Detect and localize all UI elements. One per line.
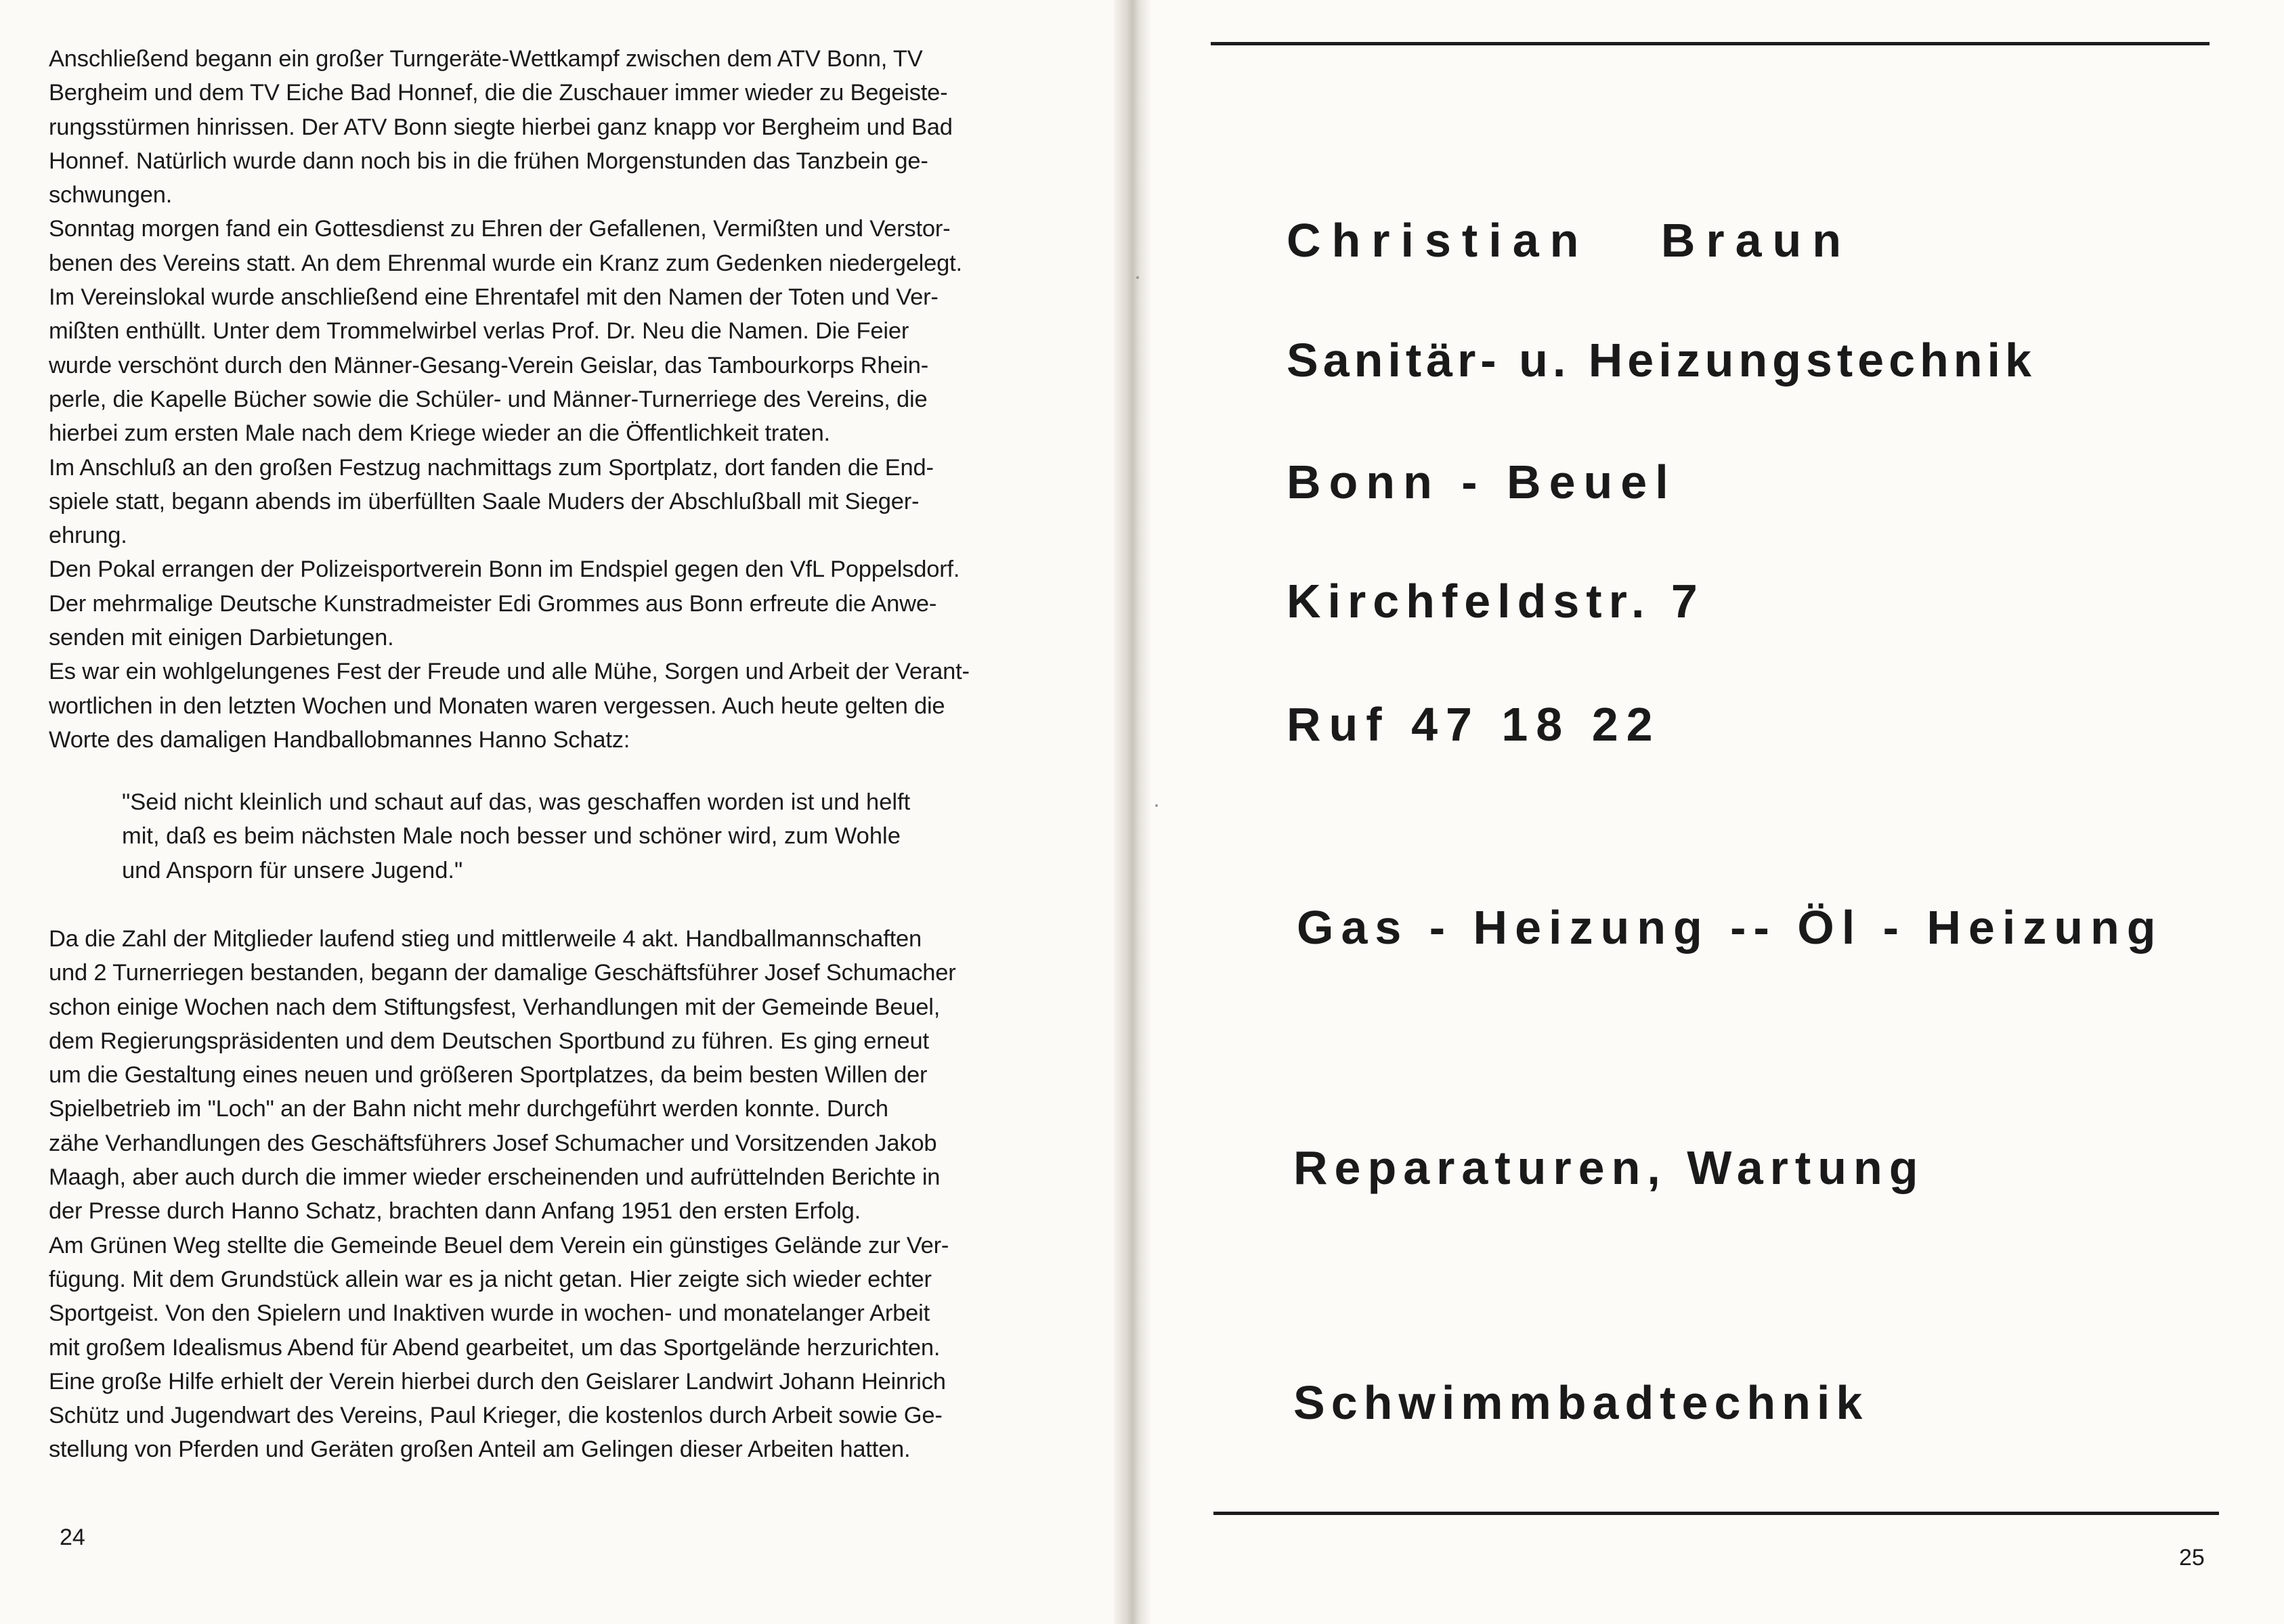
block-quote [122,785,1070,887]
quote-line: mit, daß es beim nächsten Male noch besser und schöner wird, zum Wohle [122,823,901,850]
text-line: wortlichen in den letzten Wochen und Monaten waren vergessen. Auch heute gelten die [49,693,945,719]
text-line: der Presse durch Hanno Schatz, brachten dann Anfang 1951 den ersten Erfolg. [49,1198,861,1225]
book-gutter [1114,0,1151,1624]
text-line: schon einige Wochen nach dem Stiftungsfest, Verhandlungen mit der Gemeinde Beuel, [49,994,941,1020]
advertiser-city: Bonn - Beuel [1287,456,1677,508]
paragraph-festival [49,42,1078,757]
text-line: dem Regierungspräsidenten und dem Deutschen Sportbund zu führen. Es ging erneut [49,1028,929,1054]
advertiser-street: Kirchfeldstr. 7 [1287,575,1704,628]
text-line: schwungen. [49,182,173,209]
quote-line: "Seid nicht kleinlich und schaut auf das, was geschaffen worden ist und helft [122,789,911,815]
text-line: zähe Verhandlungen des Geschäftsführers Josef Schumacher und Vorsitzenden Jakob [49,1130,937,1156]
text-line: senden mit einigen Darbietungen. [49,625,394,651]
service-repair: Reparaturen, Wartung [1293,1141,1925,1194]
bottom-rule [1213,1512,2219,1515]
text-line: Spielbetrieb im "Loch" an der Bahn nicht mehr durchgeführt werden konnte. Durch [49,1096,888,1122]
text-line: Sonntag morgen fand ein Gottesdienst zu Ehren der Gefallenen, Vermißten und Verstor- [49,216,951,242]
text-line: spiele statt, begann abends im überfüllten Saale Muders der Abschlußball mit Sieger- [49,488,920,514]
page-number-left: 24 [60,1524,85,1550]
paragraph-sportplatz [49,922,1078,1467]
text-line: Es war ein wohlgelungenes Fest der Freude und alle Mühe, Sorgen und Arbeit der Verant- [49,659,970,685]
text-line: rungsstürmen hinrissen. Der ATV Bonn siegte hierbei ganz knapp vor Bergheim und Bad [49,114,953,140]
service-pool: Schwimmbadtechnik [1293,1376,1869,1429]
text-line: Worte des damaligen Handballobmannes Hanno Schatz: [49,726,630,753]
text-line: Maagh, aber auch durch die immer wieder erscheinenden und aufrüttelnden Berichte in [49,1164,941,1191]
paper-speck [1155,804,1158,807]
text-line: Schütz und Jugendwart des Vereins, Paul Krieger, die kostenlos durch Arbeit sowie Ge- [49,1403,943,1429]
text-line: Sportgeist. Von den Spielern und Inaktiven wurde in wochen- und monatelanger Arbeit [49,1300,930,1327]
text-line: Da die Zahl der Mitglieder laufend stieg und mittlerweile 4 akt. Handballmannschaften [49,926,922,952]
text-line: wurde verschönt durch den Männer-Gesang-Verein Geislar, das Tambourkorps Rhein- [49,352,929,378]
page-number-right: 25 [2179,1545,2205,1571]
service-heating: Gas - Heizung -- Öl - Heizung [1297,901,2163,954]
advertiser-phone: Ruf 47 18 22 [1287,698,1661,751]
text-line: Den Pokal errangen der Polizeisportverein Bonn im Endspiel gegen den VfL Poppelsdorf. [49,556,960,583]
text-line: stellung von Pferden und Geräten großen Anteil am Gelingen dieser Arbeiten hatten. [49,1436,911,1463]
text-line: mißten enthüllt. Unter dem Trommelwirbel verlas Prof. Dr. Neu die Namen. Die Feier [49,318,909,345]
text-line: Im Anschluß an den großen Festzug nachmittags zum Sportplatz, dort fanden die End- [49,454,934,481]
text-line: Bergheim und dem TV Eiche Bad Honnef, die die Zuschauer immer wieder zu Begeiste- [49,80,948,106]
text-line: Am Grünen Weg stellte die Gemeinde Beuel dem Verein ein günstiges Gelände zur Ver- [49,1232,949,1258]
text-line: um die Gestaltung eines neuen und größeren Sportplatzes, da beim besten Willen der [49,1062,928,1089]
text-line: Der mehrmalige Deutsche Kunstradmeister Edi Grommes aus Bonn erfreute die Anwe- [49,590,937,617]
text-line: Anschließend begann ein großer Turngeräte-Wettkampf zwischen dem ATV Bonn, TV [49,46,923,72]
left-page [0,0,1114,1624]
top-rule [1211,42,2210,45]
paper-speck [1136,276,1139,279]
text-line: ehrung. [49,523,127,549]
text-line: Im Vereinslokal wurde anschließend eine Ehrentafel mit den Namen der Toten und Ver- [49,284,939,311]
advertiser-name: Christian Braun [1287,214,1853,267]
text-line: Eine große Hilfe erhielt der Verein hierbei durch den Geislarer Landwirt Johann Heinrich [49,1368,946,1395]
text-line: fügung. Mit dem Grundstück allein war es ja nicht getan. Hier zeigte sich wieder echter [49,1266,932,1292]
advertiser-trade: Sanitär- u. Heizungstechnik [1287,334,2036,387]
text-line: benen des Vereins statt. An dem Ehrenmal wurde ein Kranz zum Gedenken niedergelegt. [49,250,962,276]
text-line: perle, die Kapelle Bücher sowie die Schüler- und Männer-Turnerriege des Vereins, die [49,386,928,412]
text-line: mit großem Idealismus Abend für Abend gearbeitet, um das Sportgelände herzurichten. [49,1334,941,1361]
text-line: hierbei zum ersten Male nach dem Kriege wieder an die Öffentlichkeit traten. [49,420,830,447]
quote-line: und Ansporn für unsere Jugend." [122,857,463,883]
text-line: und 2 Turnerriegen bestanden, begann der damalige Geschäftsführer Josef Schumacher [49,960,956,986]
text-line: Honnef. Natürlich wurde dann noch bis in die frühen Morgenstunden das Tanzbein ge- [49,148,928,174]
